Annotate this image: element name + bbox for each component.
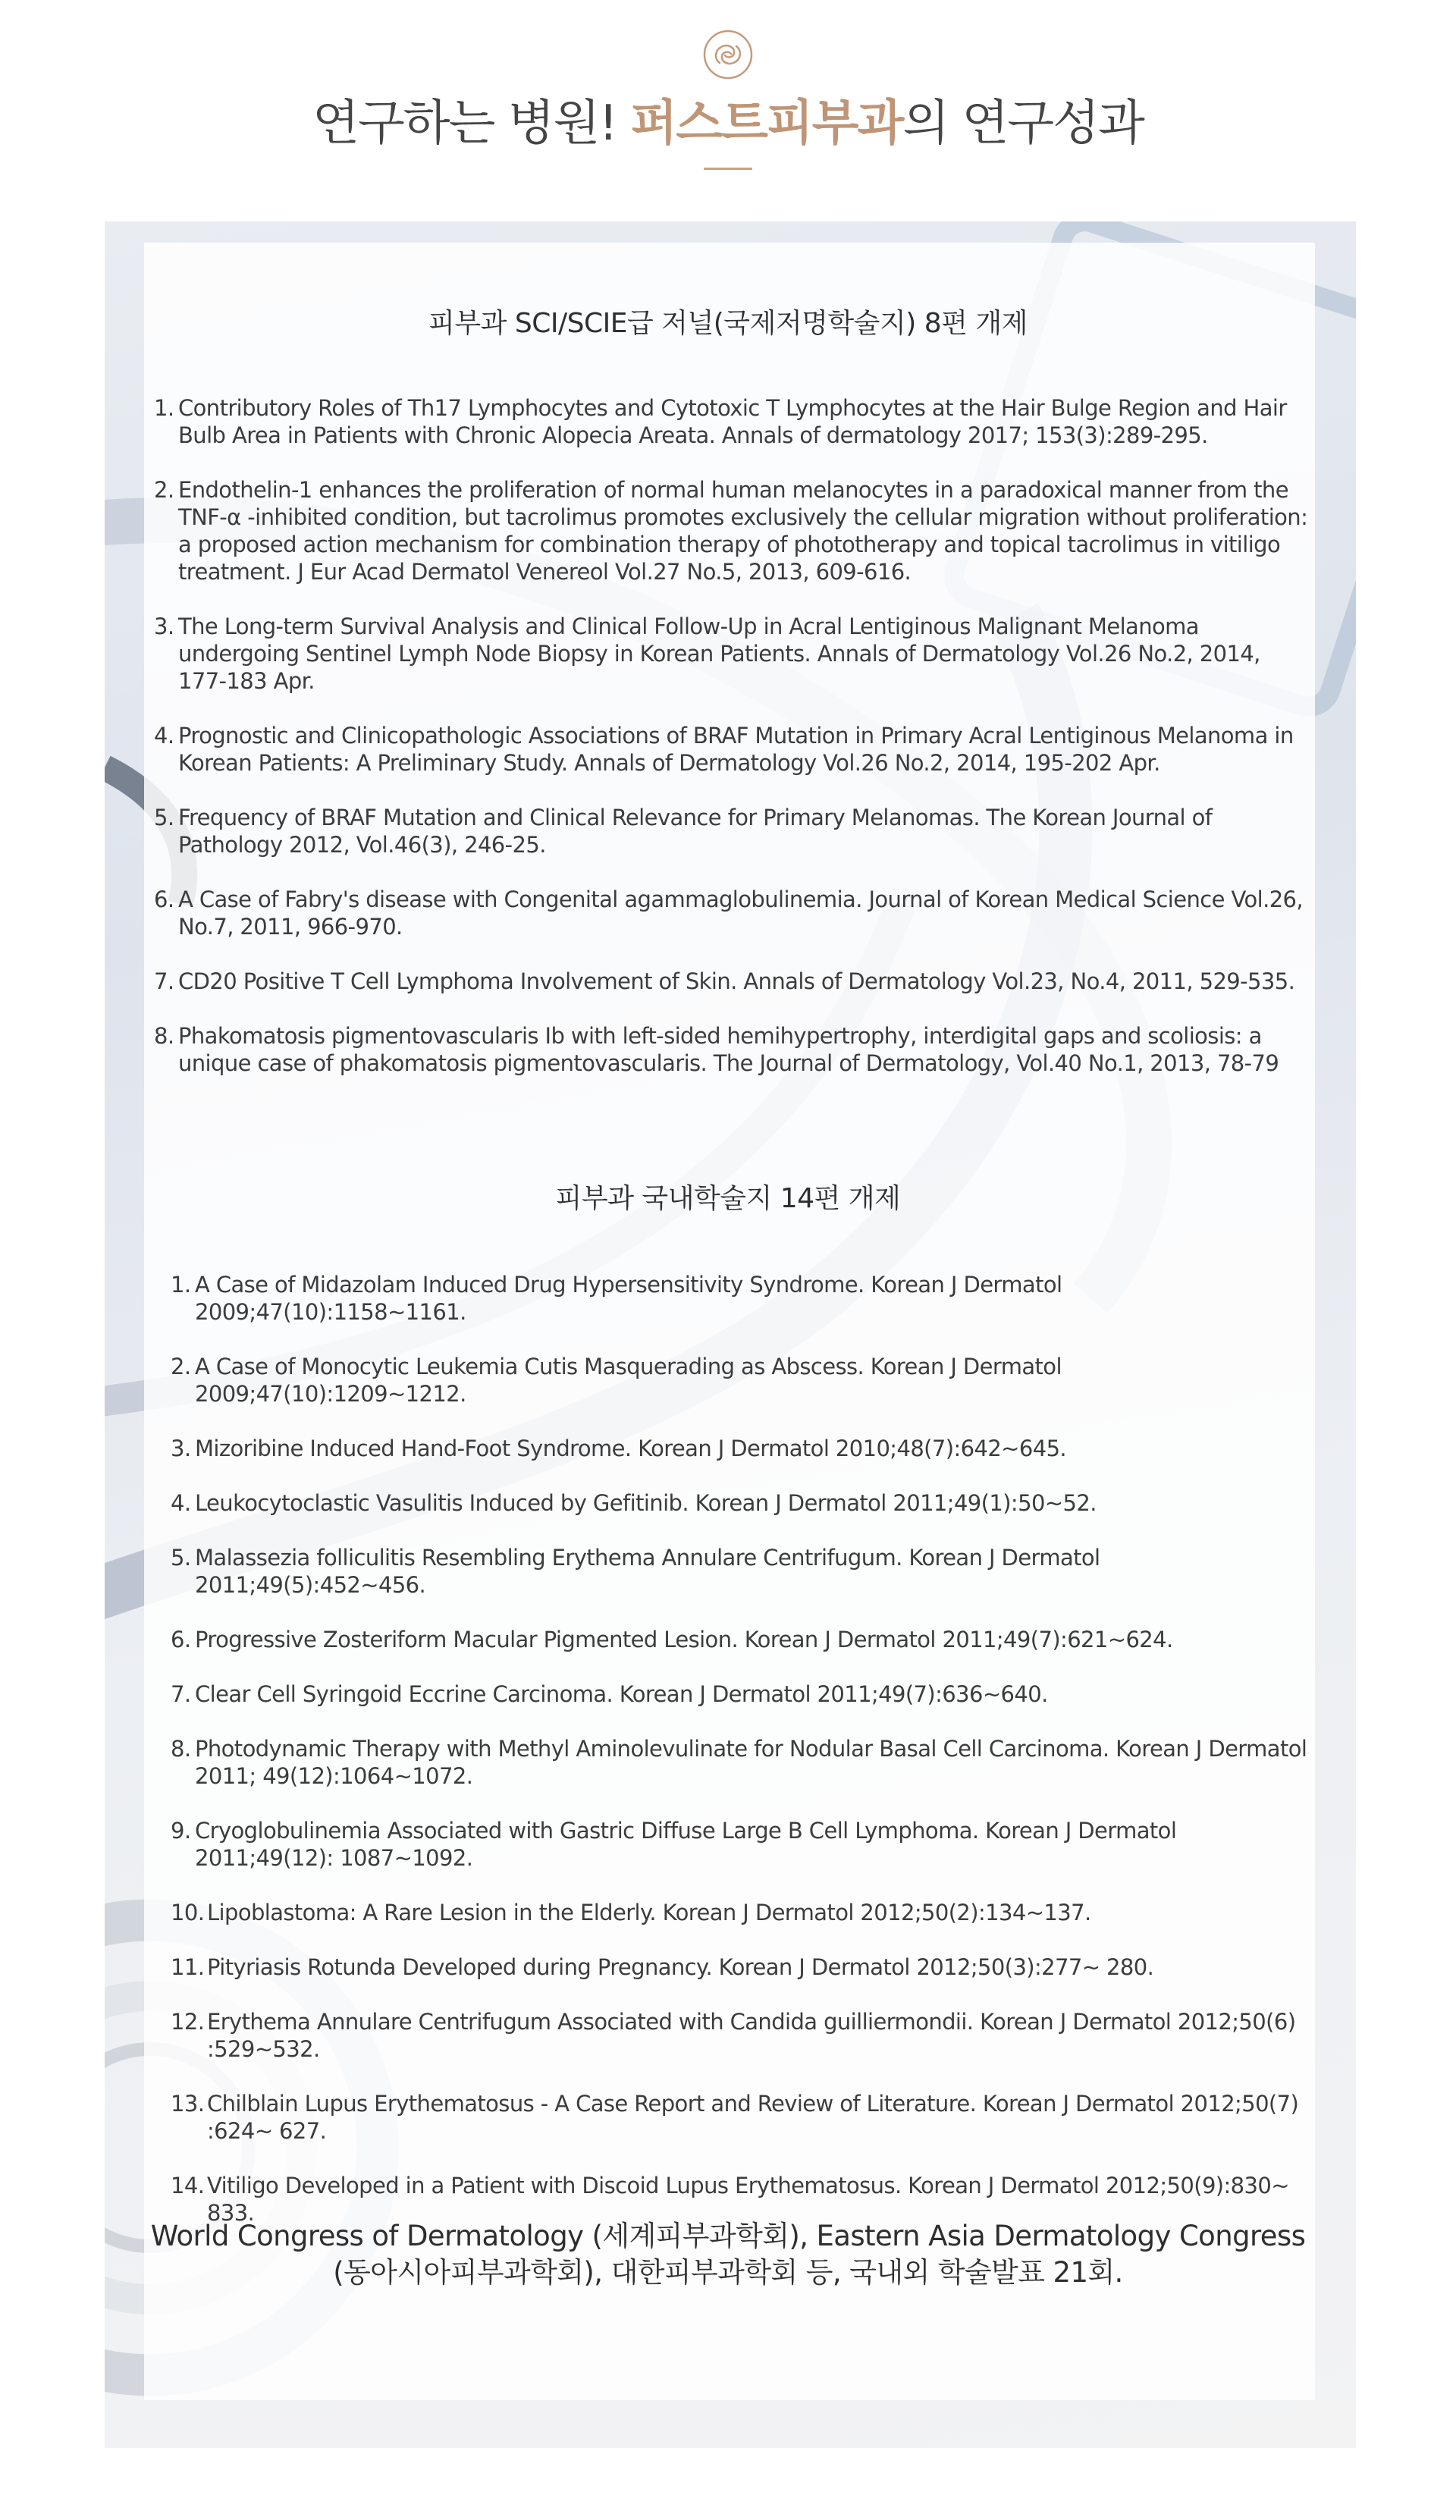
citation-text: Cryoglobulinemia Associated with Gastric Diffuse Large B Cell Lymphoma. Korean J Dermatol 2011;49(12): 1087~1092.: [195, 1818, 1177, 1871]
list-item: [154, 394, 1310, 449]
list-item: [171, 1681, 1308, 1708]
item-number: 5.: [154, 805, 174, 830]
citation-text: A Case of Fabry's disease with Congenital agammaglobulinemia. Journal of Korean Medical Science Vol.26, No.7, 2011, 966-970.: [178, 887, 1304, 940]
citation-text: Frequency of BRAF Mutation and Clinical Relevance for Primary Melanomas. The Korean Journal of Pathology 2012, Vol.46(3), 246-25.: [178, 805, 1213, 858]
item-number: 1.: [154, 395, 174, 421]
item-number: 13.: [171, 2091, 205, 2117]
item-number: 1.: [171, 1272, 191, 1298]
citation-text: Chilblain Lupus Erythematosus - A Case Report and Review of Literature. Korean J Dermatol 2012;50(7) :624~ 627.: [207, 2091, 1299, 2144]
sci-publication-list: [154, 394, 1310, 1104]
citation-text: A Case of Monocytic Leukemia Cutis Masquerading as Abscess. Korean J Dermatol 2009;47(10):1209~1212.: [195, 1354, 1062, 1407]
citation-text: Malassezia folliculitis Resembling Erythema Annulare Centrifugum. Korean J Dermatol 2011;49(5):452~456.: [195, 1545, 1100, 1598]
list-item: [171, 1353, 1308, 1407]
item-number: 12.: [171, 2009, 205, 2035]
citation-text: Contributory Roles of Th17 Lymphocytes and Cytotoxic T Lymphocytes at the Hair Bulge Region and Hair Bulb Area in Patients with Chronic Alopecia Areata. Annals of dermatology 2017; 153(3):289-295.: [178, 395, 1287, 448]
citation-text: Endothelin-1 enhances the proliferation of normal human melanocytes in a paradoxical manner from the TNF-α -inhibited condition, but tacrolimus promotes exclusively the cellular migration without proliferation: a proposed action mechanism for combination therapy of phototherapy and topical tacrolimus in vitiligo treatment. J Eur Acad Dermatol Venereol Vol.27 No.5, 2013, 609-616.: [178, 477, 1308, 585]
list-item: [171, 2008, 1308, 2063]
list-item: [154, 613, 1310, 695]
item-number: 7.: [171, 1681, 191, 1707]
list-item: [171, 1899, 1308, 1926]
item-number: 9.: [171, 1818, 191, 1844]
list-item: [171, 1954, 1308, 1981]
citation-text: Prognostic and Clinicopathologic Associations of BRAF Mutation in Primary Acral Lentiginous Melanoma in Korean Patients: A Preliminary Study. Annals of Dermatology Vol.26 No.2, 2014, 195-202 Apr.: [178, 723, 1294, 776]
page-title-suffix: 의 연구성과: [902, 96, 1144, 152]
item-number: 2.: [154, 477, 174, 503]
list-item: [171, 2090, 1308, 2145]
title-divider: [704, 168, 752, 170]
conference-summary-line-1: World Congress of Dermatology (세계피부과학회), Eastern Asia Dermatology Congress: [150, 2220, 1306, 2252]
list-item: [154, 476, 1310, 585]
item-number: 2.: [171, 1354, 191, 1379]
item-number: 8.: [171, 1736, 191, 1762]
list-item: [154, 804, 1310, 858]
citation-text: Clear Cell Syringoid Eccrine Carcinoma. Korean J Dermatol 2011;49(7):636~640.: [195, 1681, 1048, 1707]
item-number: 6.: [154, 887, 174, 912]
conference-summary-line-2: (동아시아피부과학회), 대한피부과학회 등, 국내외 학술발표 21회.: [333, 2256, 1123, 2289]
clinic-logo-icon: [701, 28, 755, 81]
page-title-prefix: 연구하는 병원!: [312, 96, 631, 152]
citation-text: Progressive Zosteriform Macular Pigmented Lesion. Korean J Dermatol 2011;49(7):621~624.: [195, 1627, 1173, 1652]
item-number: 3.: [171, 1436, 191, 1461]
list-item: [171, 1271, 1308, 1326]
list-item: [154, 886, 1310, 940]
item-number: 6.: [171, 1627, 191, 1652]
list-item: [171, 1817, 1308, 1872]
list-item: [154, 1022, 1310, 1077]
list-item: [171, 1435, 1308, 1462]
item-number: 10.: [171, 1900, 205, 1925]
citation-text: Erythema Annulare Centrifugum Associated with Candida guilliermondii. Korean J Dermatol 2012;50(6) :529~532.: [207, 2009, 1296, 2062]
list-item: [171, 1544, 1308, 1599]
item-number: 4.: [171, 1490, 191, 1516]
item-number: 7.: [154, 968, 174, 994]
citation-text: Photodynamic Therapy with Methyl Aminolevulinate for Nodular Basal Cell Carcinoma. Korean J Dermatol 2011; 49(12):1064~1072.: [195, 1736, 1307, 1789]
conference-summary: [0, 2218, 1456, 2291]
list-item: [154, 968, 1310, 995]
citation-text: Leukocytoclastic Vasulitis Induced by Gefitinib. Korean J Dermatol 2011;49(1):50~52.: [195, 1490, 1097, 1516]
item-number: 14.: [171, 2173, 205, 2198]
list-item: [171, 1626, 1308, 1653]
citation-text: CD20 Positive T Cell Lymphoma Involvement of Skin. Annals of Dermatology Vol.23, No.4, 2011, 529-535.: [178, 968, 1295, 994]
list-item: [171, 1735, 1308, 1790]
list-item: [171, 1489, 1308, 1517]
clinic-name: 퍼스트피부과: [630, 96, 903, 152]
item-number: 3.: [154, 614, 174, 639]
item-number: 5.: [171, 1545, 191, 1571]
citation-text: Pityriasis Rotunda Developed during Pregnancy. Korean J Dermatol 2012;50(3):277~ 280.: [207, 1954, 1154, 1980]
citation-text: Lipoblastoma: A Rare Lesion in the Elderly. Korean J Dermatol 2012;50(2):134~137.: [207, 1900, 1091, 1925]
citation-text: A Case of Midazolam Induced Drug Hypersensitivity Syndrome. Korean J Dermatol 2009;47(10):1158~1161.: [195, 1272, 1062, 1325]
sci-section-title: 피부과 SCI/SCIE급 저널(국제저명학술지) 8편 개제: [428, 308, 1028, 339]
item-number: 4.: [154, 723, 174, 748]
citation-text: Vitiligo Developed in a Patient with Discoid Lupus Erythematosus. Korean J Dermatol 2012;50(9):830~ 833.: [207, 2173, 1289, 2226]
citation-text: Phakomatosis pigmentovascularis Ib with left-sided hemihypertrophy, interdigital gaps and scoliosis: a unique case of phakomatosis pigmentovascularis. The Journal of Dermatology, Vol.40 No.1, 2013, 78-79: [178, 1023, 1279, 1076]
citation-text: Mizoribine Induced Hand-Foot Syndrome. Korean J Dermatol 2010;48(7):642~645.: [195, 1436, 1067, 1461]
list-item: [154, 722, 1310, 777]
page-title: [0, 89, 1456, 158]
domestic-section-title: 피부과 국내학술지 14편 개제: [555, 1183, 901, 1214]
citation-text: The Long-term Survival Analysis and Clinical Follow-Up in Acral Lentiginous Malignant Melanoma undergoing Sentinel Lymph Node Biopsy in Korean Patients. Annals of Dermatology Vol.26 No.2, 2014, 177-183 Apr.: [178, 614, 1260, 694]
domestic-publication-list: [171, 1271, 1308, 2254]
item-number: 11.: [171, 1954, 205, 1980]
item-number: 8.: [154, 1023, 174, 1049]
